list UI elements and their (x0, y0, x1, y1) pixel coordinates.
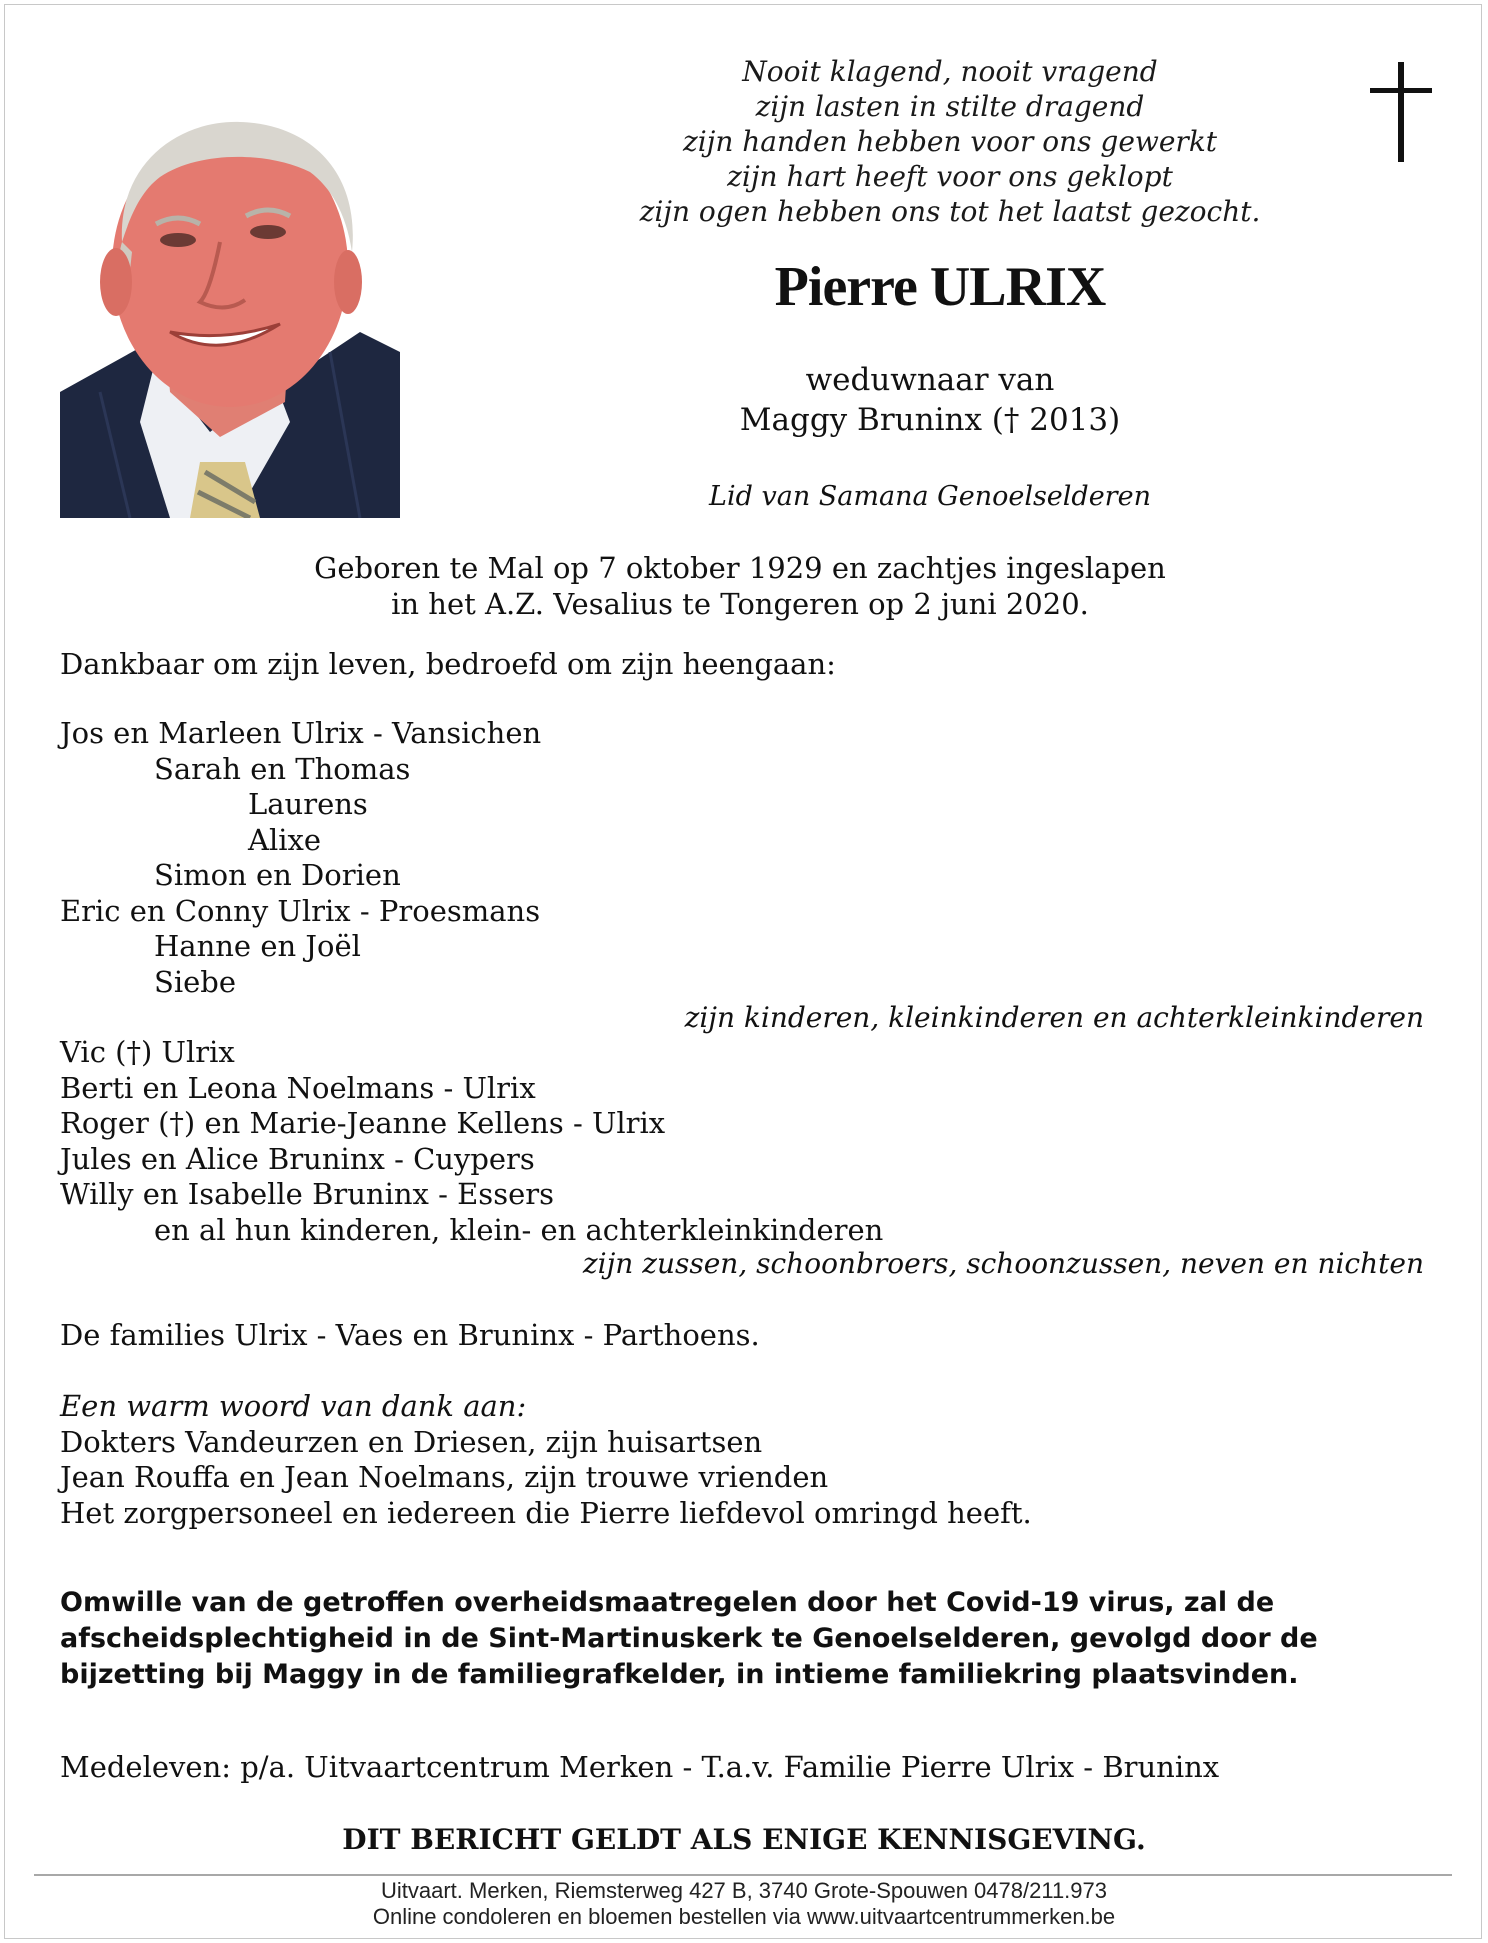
list-item: Hanne en Joël (154, 929, 361, 963)
birth-info (240, 550, 1240, 622)
list-item: en al hun kinderen, klein- en achterkleinkinderen (154, 1212, 884, 1247)
divider (34, 1874, 1452, 1876)
birth-line: Geboren te Mal op 7 oktober 1929 en zachtjes ingeslapen (314, 551, 1166, 585)
portrait-photo (60, 92, 400, 518)
intro-text: Dankbaar om zijn leven, bedroefd om zijn heengaan: (60, 647, 836, 681)
list-item: Simon en Dorien (154, 858, 401, 892)
siblings-caption: zijn zussen, schoonbroers, schoonzussen, neven en nichten (582, 1247, 1424, 1280)
list-item: Jules en Alice Bruninx - Cuypers (60, 1141, 535, 1176)
list-item: Willy en Isabelle Bruninx - Essers (60, 1177, 554, 1211)
notice-line: afscheidsplechtigheid in de Sint-Martinuskerk te Genoelselderen, gevolgd door de (60, 1623, 1318, 1654)
poem-line: zijn ogen hebben ons tot het laatst gezocht. (639, 195, 1261, 228)
poem-line: Nooit klagend, nooit vragend (742, 55, 1158, 88)
footer (0, 1878, 1488, 1930)
spouse-info (640, 360, 1220, 440)
covid-notice (60, 1585, 1440, 1693)
list-item: Vic (†) Ulrix (60, 1035, 235, 1069)
deceased-name: Pierre ULRIX (774, 256, 1106, 318)
condolences-line: Medeleven: p/a. Uitvaartcentrum Merken - T.a.v. Familie Pierre Ulrix - Bruninx (60, 1750, 1220, 1784)
membership: Lid van Samana Genoelselderen (709, 481, 1151, 512)
notice-line: bijzetting bij Maggy in de familiegrafkelder, in intieme familiekring plaatsvinden. (60, 1659, 1299, 1690)
families-line: De families Ulrix - Vaes en Bruninx - Parthoens. (60, 1318, 760, 1352)
children-list (60, 716, 541, 1000)
thanks-section (60, 1389, 1032, 1531)
siblings-list (60, 1035, 883, 1248)
spouse-line: weduwnaar van (805, 362, 1055, 398)
official-notice: DIT BERICHT GELDT ALS ENIGE KENNISGEVING. (342, 1823, 1146, 1856)
list-item: Jos en Marleen Ulrix - Vansichen (60, 716, 542, 750)
poem-line: zijn lasten in stilte dragend (755, 90, 1145, 123)
children-caption: zijn kinderen, kleinkinderen en achterkleinkinderen (684, 1001, 1424, 1034)
cross-icon (1370, 62, 1432, 162)
list-item: Jean Rouffa en Jean Noelmans, zijn trouwe vrienden (60, 1460, 829, 1494)
notice-line: Omwille van de getroffen overheidsmaatregelen door het Covid-19 virus, zal de (60, 1587, 1275, 1618)
list-item: Sarah en Thomas (154, 751, 411, 786)
birth-line: in het A.Z. Vesalius te Tongeren op 2 juni 2020. (391, 587, 1089, 621)
spouse-line: Maggy Bruninx († 2013) (739, 402, 1121, 438)
footer-address: Uitvaart. Merken, Riemsterweg 427 B, 3740 Grote-Spouwen 0478/211.973 (381, 1878, 1107, 1903)
poem (560, 54, 1340, 229)
list-item: Berti en Leona Noelmans - Ulrix (60, 1070, 536, 1105)
thanks-heading: Een warm woord van dank aan: (60, 1389, 527, 1423)
poem-line: zijn hart heeft voor ons geklopt (727, 160, 1173, 193)
list-item: Het zorgpersoneel en iedereen die Pierre liefdevol omringd heeft. (60, 1495, 1032, 1530)
footer-website: Online condoleren en bloemen bestellen via www.uitvaartcentrummerken.be (372, 1904, 1116, 1929)
list-item: Dokters Vandeurzen en Driesen, zijn huisartsen (60, 1424, 763, 1459)
list-item: Alixe (248, 822, 322, 857)
list-item: Roger (†) en Marie-Jeanne Kellens - Ulrix (60, 1106, 666, 1140)
list-item: Siebe (154, 964, 237, 999)
poem-line: zijn handen hebben voor ons gewerkt (682, 125, 1218, 158)
list-item: Laurens (248, 787, 368, 821)
list-item: Eric en Conny Ulrix - Proesmans (60, 893, 541, 928)
